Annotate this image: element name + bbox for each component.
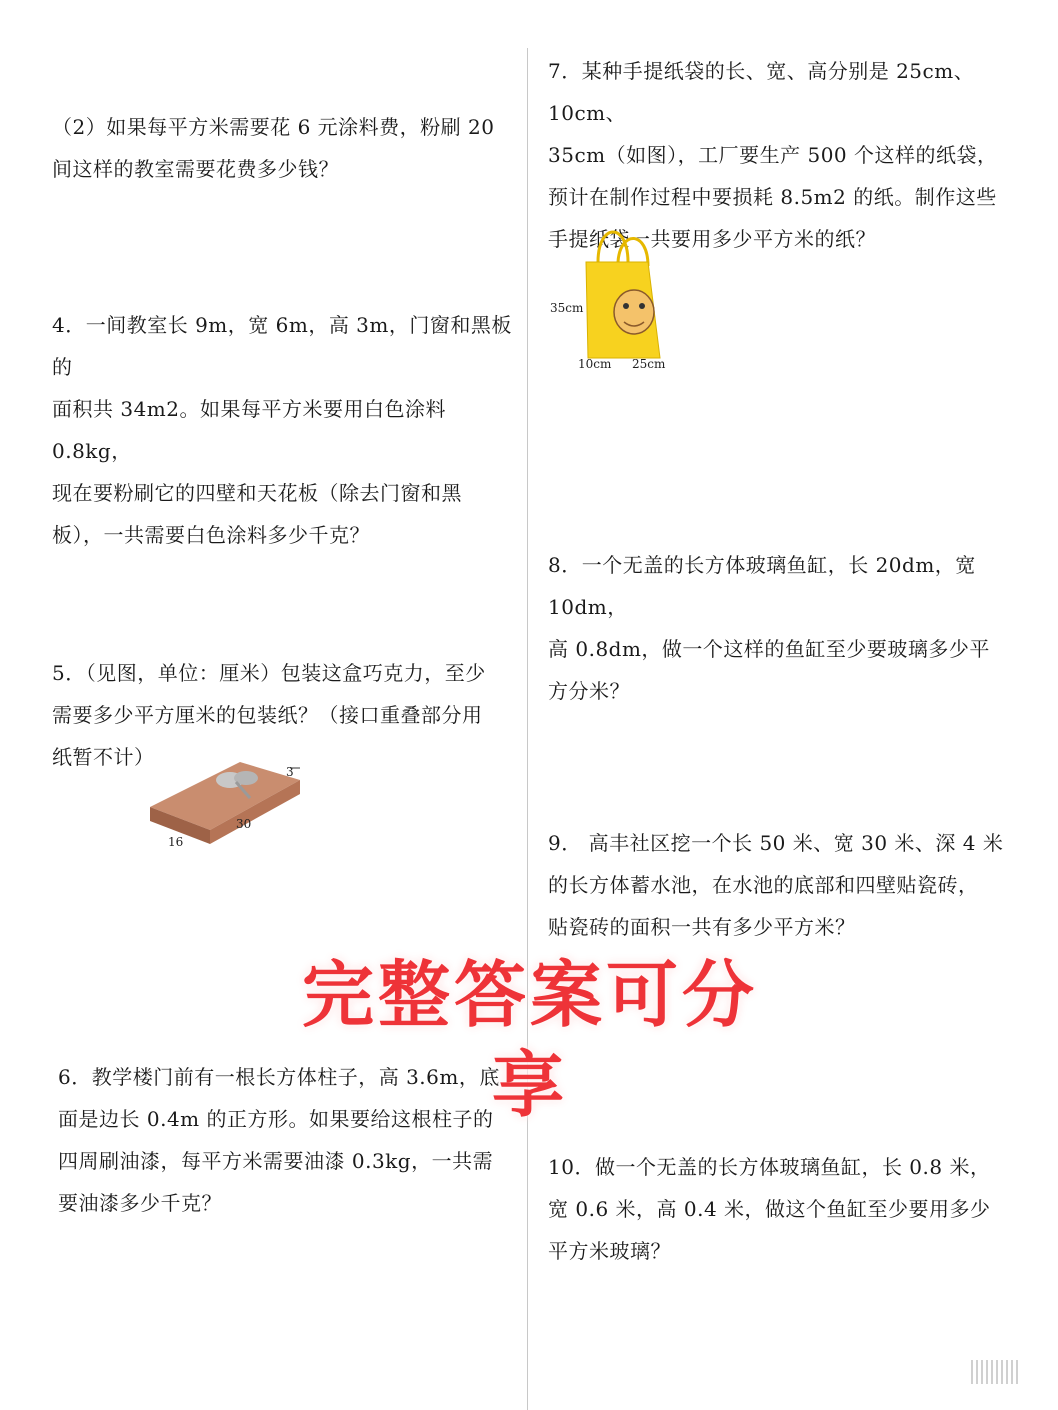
bag-width-label: 10cm	[578, 357, 612, 371]
bag-length-label: 25cm	[632, 357, 666, 371]
page-end-marker	[971, 1360, 1018, 1384]
box-height-label: 3	[286, 765, 294, 779]
box-length-label: 30	[236, 817, 252, 831]
giraffe-icon	[614, 290, 654, 334]
question-8: 8．一个无盖的长方体玻璃鱼缸，长 20dm，宽 10dm， 高 0.8dm，做一个这样的鱼缸至少要玻璃多少平 方分米？	[548, 553, 990, 703]
question-7: 7．某种手提纸袋的长、宽、高分别是 25cm、10cm、 35cm（如图），工厂要生产 500 个这样的纸袋， 预计在制作过程中要损耗 8.5m2 的纸。制作这些 手提纸袋一共要用多少平方米的纸？	[548, 59, 998, 251]
question-3-part-2: （2）如果每平方米需要花 6 元涂料费，粉刷 20 间这样的教室需要花费多少钱？	[52, 115, 495, 181]
question-10: 10．做一个无盖的长方体玻璃鱼缸，长 0.8 米， 宽 0.6 米，高 0.4 米，做这个鱼缸至少要用多少 平方米玻璃？	[548, 1155, 991, 1263]
bag-height-label: 35cm	[550, 301, 584, 315]
question-6: 6．教学楼门前有一根长方体柱子，高 3.6m，底 面是边长 0.4m 的正方形。如果要给这根柱子的 四周刷油漆，每平方米需要油漆 0.3kg，一共需 要油漆多少千克？	[58, 1065, 500, 1215]
paper-bag-figure	[548, 222, 688, 374]
question-5: 5．（见图，单位：厘米）包装这盒巧克力，至少 需要多少平方厘米的包装纸？（接口重叠部分用 纸暂不计）	[52, 661, 486, 769]
question-4: 4．一间教室长 9m，宽 6m，高 3m，门窗和黑板的 面积共 34m2。如果每平方米要用白色涂料 0.8kg， 现在要粉刷它的四壁和天花板（除去门窗和黑 板），一共需要白色涂料多少千克？	[52, 313, 512, 547]
chocolate-box-figure	[140, 752, 320, 862]
answer-share-banner: 完整答案可分享	[301, 953, 758, 1127]
box-width-label: 16	[168, 835, 184, 849]
question-9: 9． 高丰社区挖一个长 50 米、宽 30 米、深 4 米 的长方体蓄水池，在水池的底部和四壁贴瓷砖， 贴瓷砖的面积一共有多少平方米？	[548, 831, 1004, 939]
column-divider	[527, 48, 528, 1410]
